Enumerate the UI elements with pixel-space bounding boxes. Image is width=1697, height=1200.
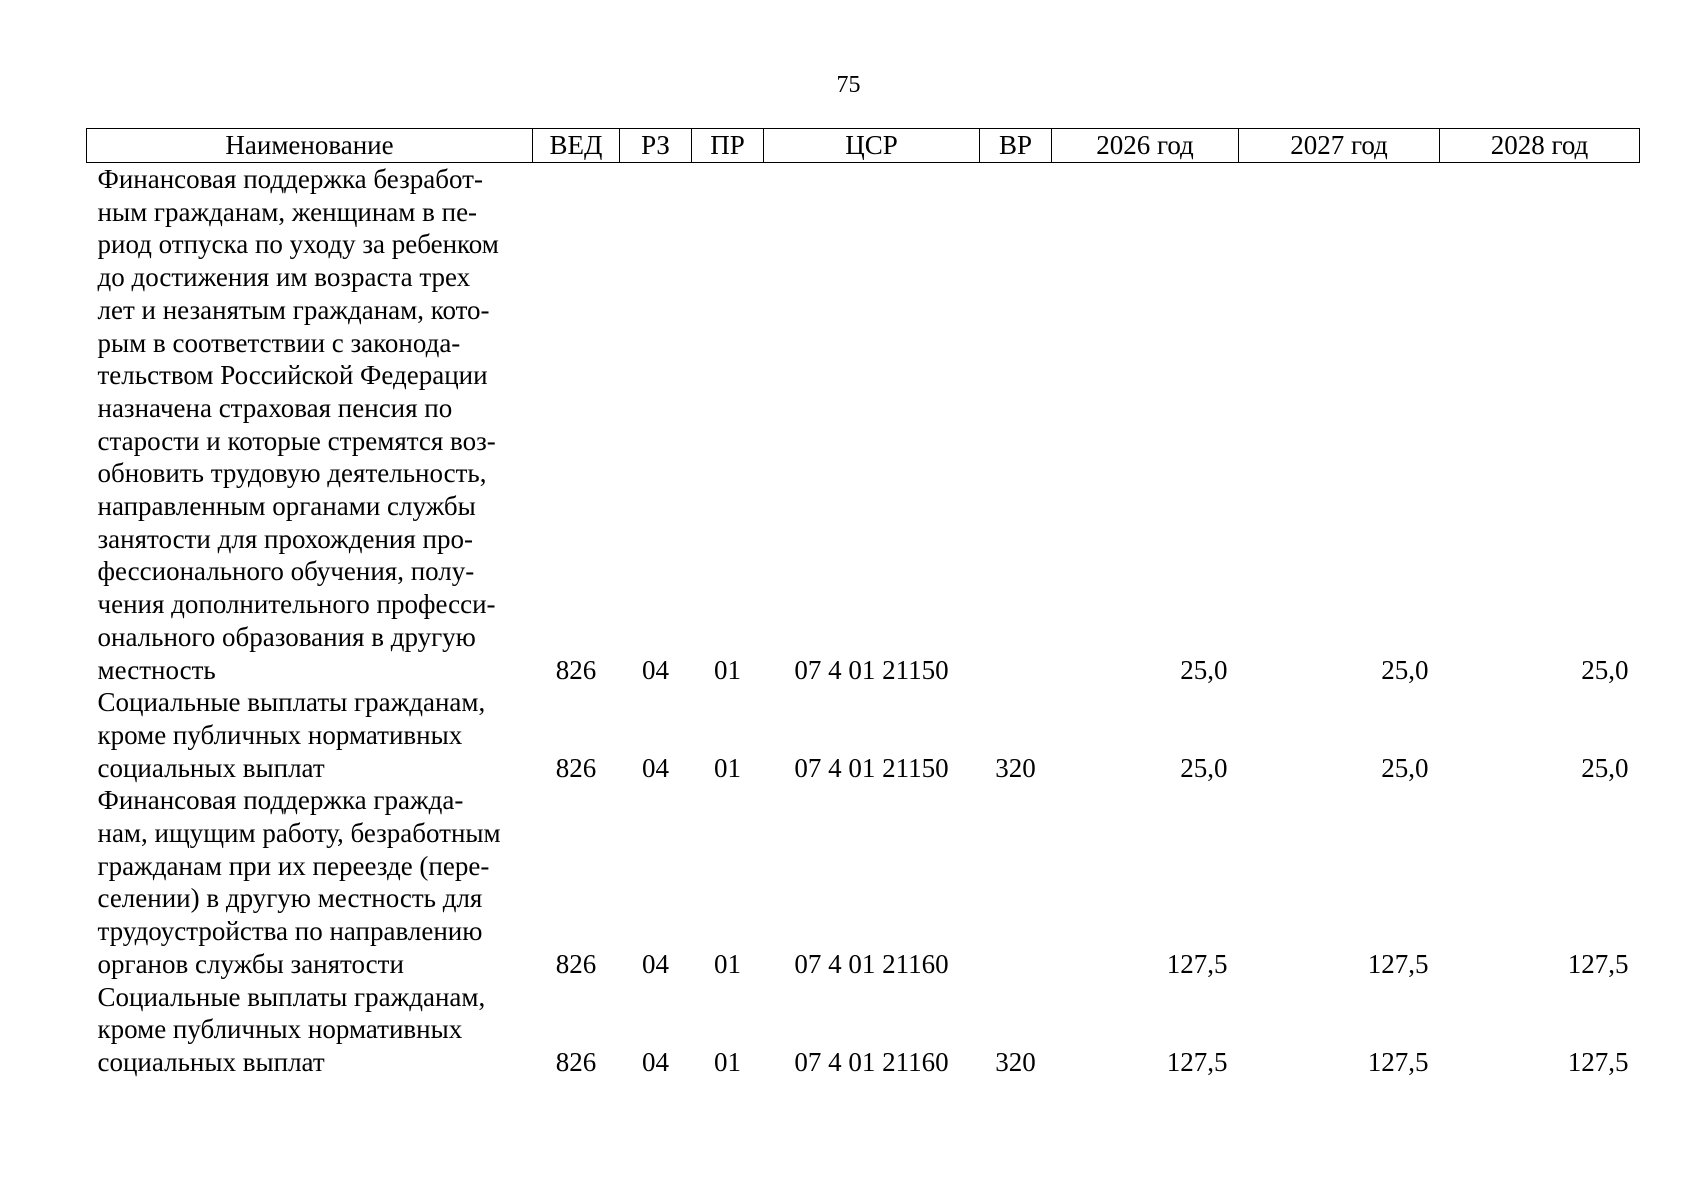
- page-number: 75: [836, 72, 861, 98]
- row-2027: 25,0: [1381, 654, 1429, 685]
- row-2027: 127,5: [1367, 948, 1429, 979]
- row-2026: 127,5: [1166, 948, 1228, 979]
- row-2028: 25,0: [1581, 654, 1629, 685]
- row-2028: 127,5: [1567, 948, 1629, 979]
- row-ved: 826: [555, 654, 597, 685]
- row-2027: 25,0: [1381, 752, 1429, 783]
- header-row: [87, 129, 1640, 163]
- row-rz: 04: [642, 948, 669, 979]
- row-pr: 01: [714, 1046, 741, 1077]
- row-pr: 01: [714, 948, 741, 979]
- header-2027: 2027 год: [1239, 129, 1440, 163]
- row-pr: 01: [714, 654, 741, 685]
- table-row: [87, 163, 1640, 687]
- row-2026: 25,0: [1180, 752, 1228, 783]
- row-ved: 826: [555, 752, 597, 783]
- header-pr: ПР: [692, 129, 764, 163]
- header-name: Наименование: [87, 129, 533, 163]
- row-rz: 04: [642, 1046, 669, 1077]
- header-2026: 2026 год: [1052, 129, 1239, 163]
- row-2027: 127,5: [1367, 1046, 1429, 1077]
- row-csr: 07 4 01 21160: [794, 1046, 949, 1077]
- row-ved: 826: [555, 948, 597, 979]
- row-2028: 25,0: [1581, 752, 1629, 783]
- header-2028: 2028 год: [1440, 129, 1640, 163]
- row-csr: 07 4 01 21150: [794, 654, 949, 685]
- table-row: [87, 981, 1640, 1079]
- row-csr: 07 4 01 21150: [794, 752, 949, 783]
- row-vr: [980, 784, 1052, 980]
- row-vr: 320: [995, 1046, 1036, 1077]
- row-name: Финансовая поддержка гражда- нам, ищущим работу, безработным гражданам при их переезде (пере- селении) в другую местность для трудоустройства по направлению органов службы занятости: [97, 785, 501, 979]
- row-name: Социальные выплаты гражданам, кроме публичных нормативных социальных выплат: [97, 687, 486, 783]
- budget-table-container: [86, 128, 1639, 1079]
- row-name: Финансовая поддержка безработ- ным гражданам, женщинам в пе- риод отпуска по уходу за ребенком до достижения им возраста трех лет и незанятым гражданам, кото- рым в соответствии с законода- тельством Российской Федерации назначена страховая пенсия по старости и которые стремятся воз- обновить трудовую деятельность, направленным органами службы занятости для прохождения про- фессионального обучения, полу- чения дополнительного професси- онального образования в другую местность: [97, 164, 499, 685]
- table-header: [87, 129, 1640, 163]
- row-name: Социальные выплаты гражданам, кроме публичных нормативных социальных выплат: [97, 981, 486, 1077]
- row-2026: 25,0: [1180, 654, 1228, 685]
- header-csr: ЦСР: [764, 129, 980, 163]
- header-ved: ВЕД: [533, 129, 620, 163]
- row-ved: 826: [555, 1046, 597, 1077]
- table-row: [87, 784, 1640, 980]
- row-csr: 07 4 01 21160: [794, 948, 949, 979]
- header-vr: ВР: [980, 129, 1052, 163]
- budget-table: [86, 128, 1640, 1079]
- row-pr: 01: [714, 752, 741, 783]
- row-rz: 04: [642, 752, 669, 783]
- row-2028: 127,5: [1567, 1046, 1629, 1077]
- row-rz: 04: [642, 654, 669, 685]
- row-vr: [980, 163, 1052, 687]
- table-row: [87, 686, 1640, 784]
- row-vr: 320: [995, 752, 1036, 783]
- header-rz: РЗ: [620, 129, 692, 163]
- row-2026: 127,5: [1166, 1046, 1228, 1077]
- table-body: [87, 163, 1640, 1079]
